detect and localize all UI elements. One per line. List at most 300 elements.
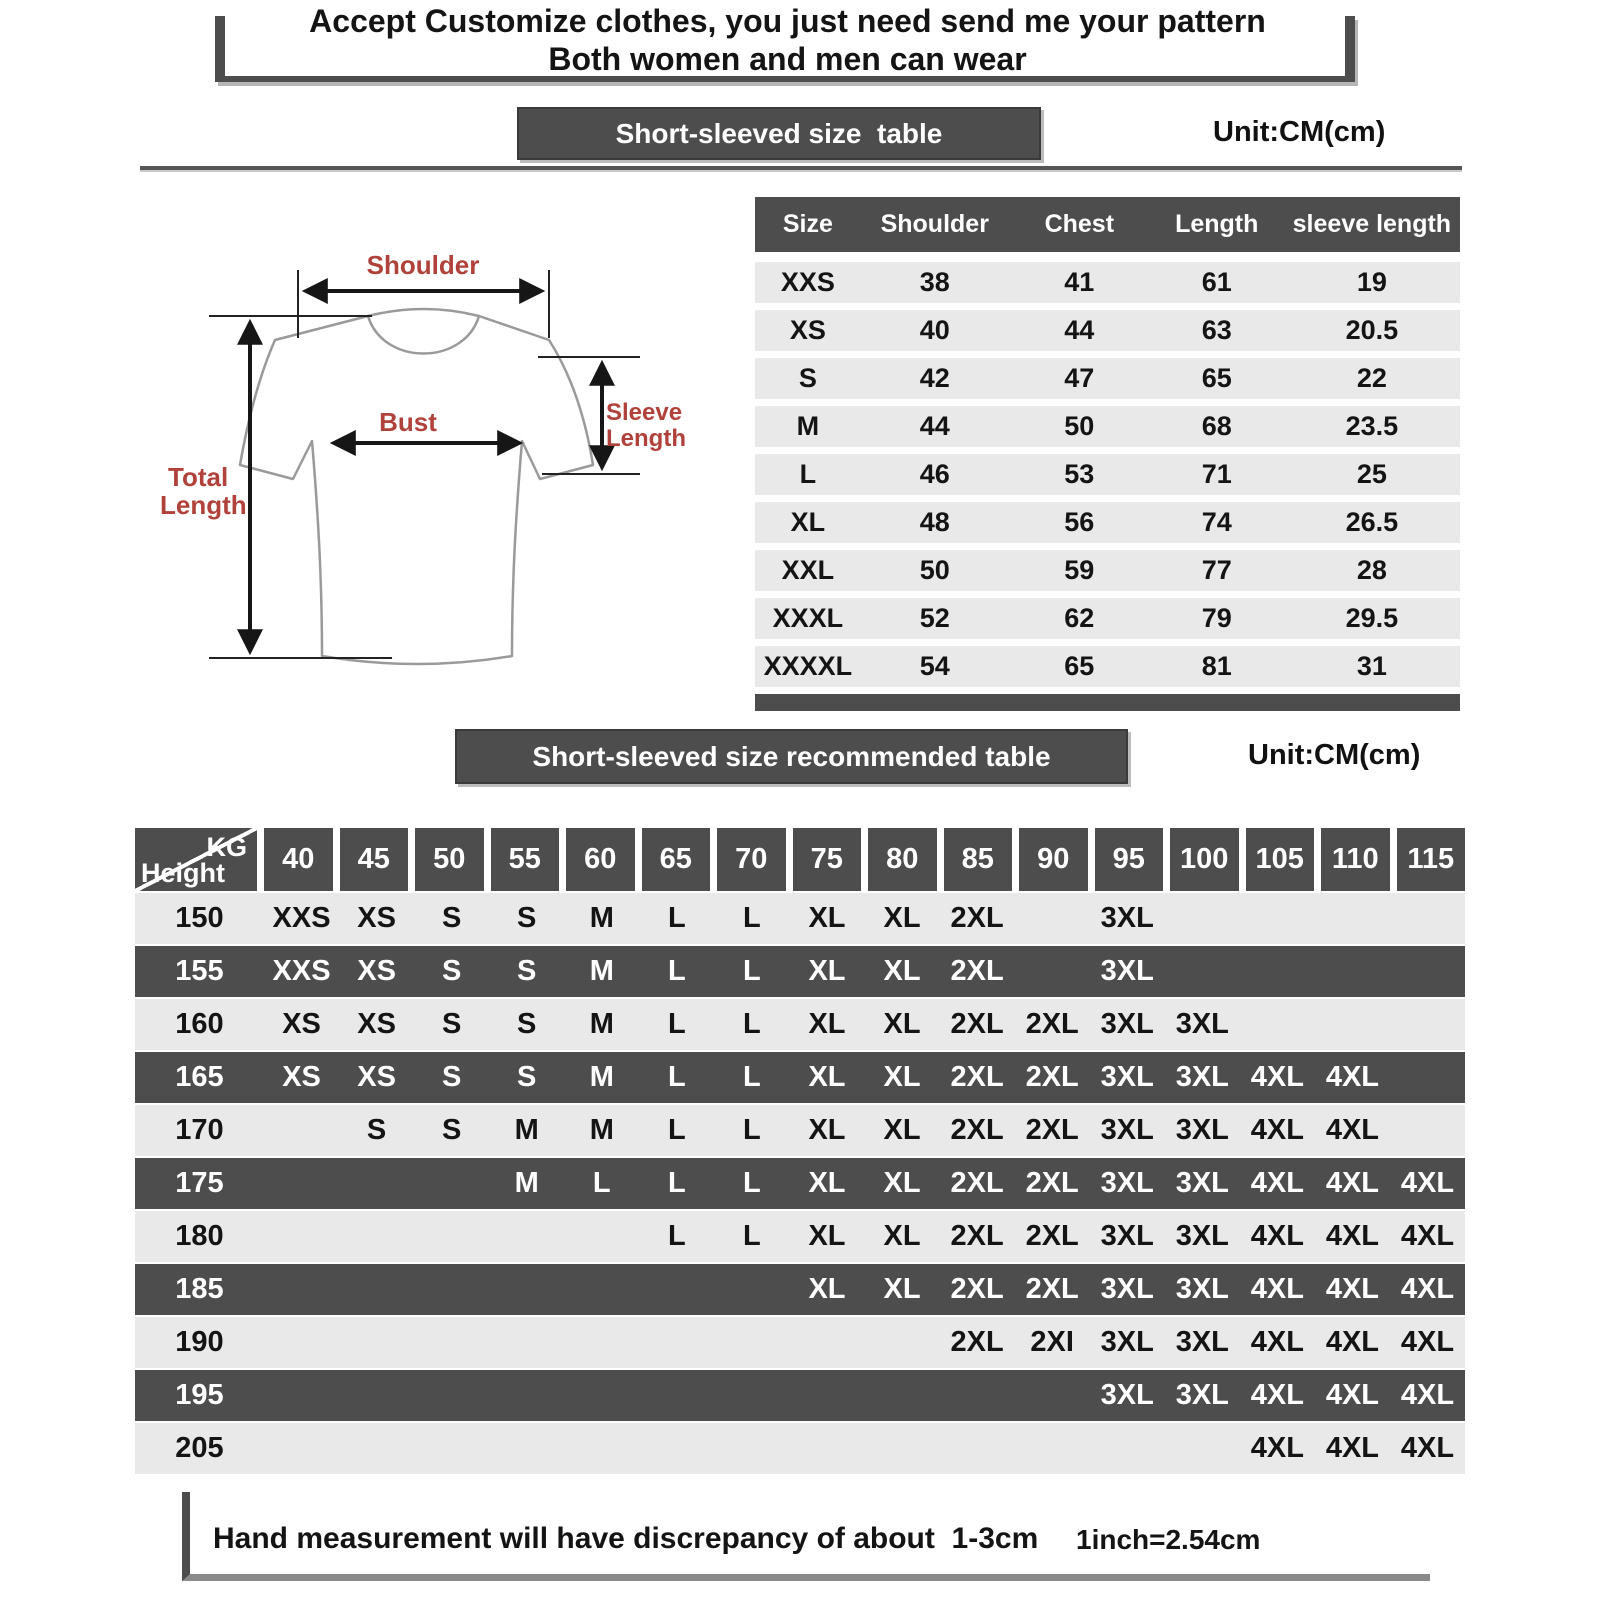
- size-recommend-cell: [1240, 999, 1315, 1050]
- size-recommend-cell: XXS: [272, 902, 331, 934]
- size-recommend-cell: [489, 1211, 564, 1262]
- measurement-cell: 79: [1201, 603, 1232, 633]
- measurement-cell: 47: [1064, 363, 1095, 393]
- size-recommend-cell: L: [667, 902, 686, 934]
- measurement-cell: 40: [919, 315, 950, 345]
- measurement-cell: 46: [919, 459, 950, 489]
- size-recommend-cell: [1165, 1423, 1240, 1474]
- size-recommend-cell: S: [517, 902, 537, 934]
- size-recommend-cell: 3XL: [1175, 1273, 1229, 1305]
- size-recommend-cell: [789, 1370, 864, 1421]
- size-recommend-cell: 2XL: [1025, 1167, 1079, 1199]
- size-label-cell: XL: [790, 507, 826, 537]
- height-cell: 205: [175, 1432, 224, 1464]
- size-recommend-cell: 3XL: [1175, 1114, 1229, 1146]
- size-recommend-cell: L: [743, 1167, 761, 1199]
- size-recommend-cell: [489, 1264, 564, 1315]
- size-recommend-cell: [1240, 893, 1315, 944]
- size-recommend-cell: 2XL: [1025, 1061, 1079, 1093]
- size-recommend-cell: [414, 1317, 489, 1368]
- size-recommend-cell: 4XL: [1400, 1220, 1455, 1252]
- size-recommend-cell: 3XL: [1175, 1061, 1229, 1093]
- weight-header-cell: 40: [264, 828, 333, 891]
- size-recommend-cell: 4XL: [1250, 1167, 1304, 1199]
- size-recommend-cell: 4XL: [1250, 1220, 1304, 1252]
- size-recommend-cell: [1390, 999, 1465, 1050]
- weight-header-cell: 115: [1397, 828, 1466, 891]
- size-table-title: Short-sleeved size table: [517, 107, 1041, 160]
- size-label-cell: M: [796, 411, 820, 441]
- corner-cell: [135, 828, 257, 891]
- size-table-row: [755, 454, 1460, 495]
- measurement-cell: 19: [1356, 267, 1387, 297]
- height-cell: 165: [175, 1061, 224, 1093]
- size-recommend-cell: 2XL: [950, 1061, 1004, 1093]
- column-header-sleeve-length: sleeve length: [1292, 210, 1452, 238]
- size-recommend-cell: 4XL: [1250, 1114, 1304, 1146]
- size-table-header: [755, 197, 1460, 252]
- size-recommend-cell: S: [441, 1008, 462, 1040]
- recommend-table-header: [135, 828, 1465, 891]
- size-recommend-cell: [639, 1317, 714, 1368]
- size-recommend-cell: 2XL: [1025, 1273, 1079, 1305]
- size-recommend-cell: 3XL: [1100, 1061, 1154, 1093]
- size-recommend-cell: XS: [357, 902, 396, 934]
- size-recommend-cell: 4XL: [1325, 1432, 1379, 1464]
- size-table-row: [755, 550, 1460, 591]
- size-recommend-cell: [714, 1370, 789, 1421]
- size-recommend-cell: [1315, 893, 1390, 944]
- size-recommend-cell: 4XL: [1325, 1220, 1379, 1252]
- size-recommend-cell: L: [743, 1061, 761, 1093]
- size-recommend-cell: 3XL: [1175, 1326, 1229, 1358]
- measurement-cell: 54: [919, 651, 950, 681]
- size-recommend-cell: 2XL: [950, 1273, 1004, 1305]
- recommend-table: [135, 828, 1465, 1474]
- total-length-label-line1: Total: [168, 462, 229, 492]
- size-recommend-cell: 2XL: [950, 1114, 1004, 1146]
- column-header-size: Size: [782, 210, 833, 238]
- size-recommend-cell: 2XL: [1025, 1220, 1079, 1252]
- size-recommend-cell: L: [667, 1114, 686, 1146]
- size-recommend-cell: XL: [883, 1167, 921, 1199]
- size-recommend-cell: 3XL: [1175, 1220, 1229, 1252]
- size-recommend-cell: 4XL: [1400, 1273, 1455, 1305]
- bust-label: Bust: [379, 407, 437, 437]
- size-recommend-cell: XL: [808, 1008, 846, 1040]
- size-recommend-cell: 3XL: [1100, 902, 1154, 934]
- size-recommend-cell: [714, 1423, 789, 1474]
- size-recommend-cell: [564, 1423, 639, 1474]
- size-recommend-cell: [339, 1158, 414, 1209]
- size-recommend-cell: [1390, 1105, 1465, 1156]
- size-recommend-cell: 4XL: [1250, 1273, 1304, 1305]
- size-recommend-cell: [940, 1370, 1015, 1421]
- size-recommend-cell: XL: [808, 1114, 846, 1146]
- size-label-cell: L: [799, 459, 817, 489]
- recommend-table-row: [135, 893, 1465, 944]
- size-recommend-cell: [639, 1370, 714, 1421]
- measurement-cell: 59: [1064, 555, 1095, 585]
- size-recommend-cell: M: [514, 1167, 539, 1199]
- measurement-cell: 25: [1356, 459, 1387, 489]
- size-recommend-cell: XL: [883, 1061, 921, 1093]
- size-table-row: [755, 310, 1460, 351]
- size-recommend-cell: L: [667, 955, 686, 987]
- size-recommend-cell: [489, 1423, 564, 1474]
- recommend-table-row: [135, 1211, 1465, 1262]
- size-recommend-cell: [414, 1264, 489, 1315]
- size-recommend-cell: [414, 1370, 489, 1421]
- recommend-table-row: [135, 1264, 1465, 1315]
- height-cell: 190: [175, 1326, 224, 1358]
- measurement-cell: 31: [1356, 651, 1387, 681]
- size-recommend-cell: XL: [883, 1273, 921, 1305]
- size-recommend-cell: XS: [357, 1008, 396, 1040]
- size-recommend-cell: [1390, 893, 1465, 944]
- size-recommend-cell: 3XL: [1175, 1167, 1229, 1199]
- size-recommend-cell: [489, 1317, 564, 1368]
- recommend-table-row: [135, 946, 1465, 997]
- weight-header-cell: 85: [944, 828, 1013, 891]
- height-cell: 150: [175, 902, 224, 934]
- size-recommend-cell: [264, 1158, 339, 1209]
- weight-header-cell: 90: [1019, 828, 1088, 891]
- size-recommend-cell: [414, 1158, 489, 1209]
- measurement-cell: 38: [919, 267, 950, 297]
- size-recommend-cell: [264, 1211, 339, 1262]
- size-recommend-cell: [714, 1317, 789, 1368]
- corner-kg-label: KG: [206, 832, 247, 862]
- size-recommend-cell: S: [517, 1061, 537, 1093]
- size-recommend-cell: XL: [808, 902, 846, 934]
- size-recommend-cell: [1165, 946, 1240, 997]
- size-recommend-cell: 4XL: [1325, 1114, 1379, 1146]
- weight-header-cell: 75: [793, 828, 862, 891]
- height-cell: 180: [175, 1220, 224, 1252]
- measurement-cell: 20.5: [1345, 315, 1399, 345]
- size-recommend-cell: 3XL: [1100, 1326, 1154, 1358]
- banner-line-1: Accept Customize clothes, you just need send me your pattern: [309, 3, 1266, 39]
- height-cell: 185: [175, 1273, 224, 1305]
- size-table-row: [755, 358, 1460, 399]
- recommend-table-row: [135, 1052, 1465, 1103]
- size-recommend-cell: XL: [808, 1273, 846, 1305]
- weight-header-cell: 70: [717, 828, 786, 891]
- size-recommend-cell: S: [441, 1061, 462, 1093]
- collar-back-line: [368, 309, 479, 316]
- size-recommend-cell: L: [667, 1220, 686, 1252]
- size-recommend-cell: [264, 1264, 339, 1315]
- size-recommend-cell: XS: [282, 1061, 321, 1093]
- size-recommend-cell: [564, 1370, 639, 1421]
- size-recommend-cell: M: [589, 1114, 614, 1146]
- column-header-shoulder: Shoulder: [880, 210, 989, 238]
- size-recommend-cell: 3XL: [1100, 1273, 1154, 1305]
- size-recommend-cell: [1015, 946, 1090, 997]
- recommend-table-unit: Unit:CM(cm): [1248, 739, 1421, 771]
- size-recommend-cell: 3XL: [1100, 1220, 1154, 1252]
- size-recommend-cell: [1315, 999, 1390, 1050]
- measurement-cell: 42: [919, 363, 950, 393]
- height-cell: 170: [175, 1114, 224, 1146]
- footer-conversion: 1inch=2.54cm: [1076, 1524, 1261, 1555]
- column-header-length: Length: [1175, 210, 1259, 238]
- size-recommend-cell: XL: [883, 1114, 921, 1146]
- weight-header-cell: 110: [1321, 828, 1390, 891]
- size-recommend-cell: [789, 1423, 864, 1474]
- measurement-cell: 71: [1201, 459, 1232, 489]
- size-recommend-cell: 2XL: [1025, 1114, 1079, 1146]
- size-recommend-cell: [564, 1211, 639, 1262]
- size-recommend-cell: [264, 1105, 339, 1156]
- size-recommend-cell: XL: [808, 955, 846, 987]
- size-recommend-cell: [414, 1423, 489, 1474]
- size-label-cell: XXL: [781, 555, 835, 585]
- weight-header-cell: 80: [868, 828, 937, 891]
- measurement-cell: 63: [1201, 315, 1232, 345]
- size-recommend-cell: L: [743, 955, 761, 987]
- size-recommend-cell: 4XL: [1400, 1326, 1455, 1358]
- size-recommend-cell: 4XL: [1325, 1379, 1379, 1411]
- tshirt-measurement-diagram: [140, 228, 700, 690]
- measurement-cell: 81: [1201, 651, 1232, 681]
- size-recommend-cell: L: [743, 1008, 761, 1040]
- size-recommend-cell: 3XL: [1175, 1008, 1229, 1040]
- size-label-cell: XS: [789, 315, 826, 345]
- weight-header-cell: 60: [566, 828, 635, 891]
- weight-header-cell: 50: [415, 828, 484, 891]
- size-recommend-cell: [1090, 1423, 1165, 1474]
- size-recommend-cell: 3XL: [1100, 1114, 1154, 1146]
- measurement-cell: 29.5: [1345, 603, 1399, 633]
- size-recommend-cell: [1165, 893, 1240, 944]
- weight-header-cell: 55: [491, 828, 560, 891]
- size-recommend-cell: 3XL: [1100, 1379, 1154, 1411]
- column-header-chest: Chest: [1044, 210, 1115, 238]
- size-recommend-cell: M: [589, 955, 614, 987]
- size-recommend-cell: S: [517, 955, 537, 987]
- size-recommend-cell: XL: [808, 1167, 846, 1199]
- size-recommend-cell: [1015, 893, 1090, 944]
- recommend-table-row: [135, 1158, 1465, 1209]
- size-recommend-cell: [264, 1317, 339, 1368]
- size-recommend-cell: [865, 1370, 940, 1421]
- size-recommend-cell: XS: [357, 955, 396, 987]
- measurement-cell: 52: [919, 603, 950, 633]
- measurement-cell: 56: [1064, 507, 1095, 537]
- recommend-table-row: [135, 999, 1465, 1050]
- recommend-table-row: [135, 1370, 1465, 1421]
- size-recommend-cell: XXS: [272, 955, 331, 987]
- size-recommend-cell: [1015, 1423, 1090, 1474]
- measurement-cell: 65: [1064, 651, 1095, 681]
- size-recommend-cell: [564, 1317, 639, 1368]
- tshirt-outline: [240, 316, 593, 664]
- weight-header-cell: 105: [1246, 828, 1315, 891]
- size-recommend-cell: 4XL: [1325, 1167, 1379, 1199]
- size-recommend-cell: [789, 1317, 864, 1368]
- height-cell: 160: [175, 1008, 224, 1040]
- recommend-table-row: [135, 1105, 1465, 1156]
- measurement-cell: 41: [1064, 267, 1095, 297]
- size-recommend-cell: S: [517, 1008, 537, 1040]
- size-recommend-cell: 2XL: [950, 1220, 1004, 1252]
- weight-header-cell: 65: [642, 828, 711, 891]
- size-recommend-cell: S: [441, 902, 462, 934]
- size-recommend-cell: [489, 1370, 564, 1421]
- footer-note: Hand measurement will have discrepancy of about 1-3cm: [213, 1522, 1039, 1555]
- size-recommend-cell: [339, 1423, 414, 1474]
- size-recommend-cell: L: [667, 1008, 686, 1040]
- measurement-cell: 68: [1201, 411, 1232, 441]
- size-label-cell: XXS: [780, 267, 835, 297]
- size-recommend-cell: L: [667, 1167, 686, 1199]
- size-recommend-cell: M: [589, 902, 614, 934]
- size-recommend-cell: [564, 1264, 639, 1315]
- size-recommend-cell: XL: [883, 955, 921, 987]
- measurement-cell: 44: [919, 411, 950, 441]
- size-recommend-cell: [639, 1423, 714, 1474]
- size-recommend-cell: M: [514, 1114, 539, 1146]
- size-recommend-cell: 4XL: [1325, 1326, 1379, 1358]
- size-recommend-cell: [339, 1370, 414, 1421]
- size-table-row: [755, 502, 1460, 543]
- weight-header-cell: 45: [340, 828, 409, 891]
- measurement-cell: 44: [1064, 315, 1095, 345]
- measurement-cell: 50: [1064, 411, 1095, 441]
- size-recommend-cell: L: [743, 1114, 761, 1146]
- height-cell: 195: [175, 1379, 224, 1411]
- size-recommend-cell: L: [667, 1061, 686, 1093]
- size-recommend-cell: [339, 1317, 414, 1368]
- size-recommend-cell: [1240, 946, 1315, 997]
- size-recommend-cell: 4XL: [1400, 1167, 1455, 1199]
- size-recommend-cell: [714, 1264, 789, 1315]
- height-cell: 175: [175, 1167, 224, 1199]
- weight-header-cell: 95: [1095, 828, 1164, 891]
- size-recommend-cell: XS: [357, 1061, 396, 1093]
- measurement-cell: 22: [1356, 363, 1387, 393]
- size-recommend-cell: [1015, 1370, 1090, 1421]
- size-recommend-cell: XL: [883, 1220, 921, 1252]
- size-recommend-cell: 4XL: [1400, 1379, 1455, 1411]
- size-recommend-cell: XS: [282, 1008, 321, 1040]
- size-recommend-cell: 2XL: [950, 1008, 1004, 1040]
- measurement-cell: 23.5: [1345, 411, 1399, 441]
- size-recommend-cell: 2XI: [1030, 1326, 1074, 1358]
- banner-text: [215, 2, 1360, 78]
- size-recommend-cell: M: [589, 1008, 614, 1040]
- size-recommend-cell: XL: [808, 1061, 846, 1093]
- size-table-row: [755, 646, 1460, 687]
- size-recommend-cell: S: [441, 1114, 462, 1146]
- size-recommend-cell: 2XL: [950, 1167, 1004, 1199]
- size-recommend-cell: M: [589, 1061, 614, 1093]
- measurement-cell: 28: [1356, 555, 1387, 585]
- size-recommend-cell: [940, 1423, 1015, 1474]
- measurement-cell: 26.5: [1345, 507, 1399, 537]
- size-recommend-cell: 2XL: [950, 902, 1004, 934]
- size-label-cell: XXXXL: [763, 651, 853, 681]
- size-recommend-cell: [865, 1423, 940, 1474]
- size-table-body: [755, 262, 1460, 687]
- size-recommend-cell: 4XL: [1325, 1061, 1379, 1093]
- size-recommend-cell: L: [743, 902, 761, 934]
- size-recommend-cell: L: [743, 1220, 761, 1252]
- size-table-bottom-bar: [755, 694, 1460, 711]
- size-recommend-cell: [865, 1317, 940, 1368]
- size-table-row: [755, 598, 1460, 639]
- section-divider: [140, 166, 1462, 172]
- size-recommend-cell: 3XL: [1100, 1008, 1154, 1040]
- size-table-row: [755, 406, 1460, 447]
- recommend-table-row: [135, 1423, 1465, 1474]
- size-recommend-cell: 2XL: [1025, 1008, 1079, 1040]
- size-table: [755, 197, 1460, 711]
- size-recommend-cell: [339, 1211, 414, 1262]
- measurement-cell: 61: [1201, 267, 1232, 297]
- size-recommend-cell: 4XL: [1250, 1326, 1304, 1358]
- size-recommend-cell: 4XL: [1250, 1432, 1304, 1464]
- size-recommend-cell: 3XL: [1100, 1167, 1154, 1199]
- measurement-cell: 77: [1201, 555, 1232, 585]
- size-recommend-cell: 3XL: [1100, 955, 1154, 987]
- measurement-cell: 50: [919, 555, 950, 585]
- size-recommend-cell: XL: [883, 902, 921, 934]
- recommend-table-body: [135, 893, 1465, 1474]
- size-recommend-cell: [264, 1370, 339, 1421]
- size-recommend-cell: [1390, 946, 1465, 997]
- size-recommend-cell: 4XL: [1400, 1432, 1455, 1464]
- size-recommend-cell: XL: [883, 1008, 921, 1040]
- recommend-table-row: [135, 1317, 1465, 1368]
- measurement-cell: 48: [919, 507, 950, 537]
- size-recommend-cell: [1390, 1052, 1465, 1103]
- total-length-label-line2: Length: [160, 490, 247, 520]
- size-recommend-cell: [339, 1264, 414, 1315]
- banner-line-2: Both women and men can wear: [548, 41, 1027, 77]
- size-recommend-cell: [264, 1423, 339, 1474]
- recommend-table-title: Short-sleeved size recommended table: [455, 729, 1128, 784]
- size-table-row: [755, 262, 1460, 303]
- height-cell: 155: [175, 955, 224, 987]
- size-recommend-cell: 4XL: [1325, 1273, 1379, 1305]
- shoulder-label: Shoulder: [366, 250, 480, 280]
- size-recommend-cell: S: [441, 955, 462, 987]
- size-recommend-cell: S: [366, 1114, 387, 1146]
- size-recommend-cell: 2XL: [950, 1326, 1004, 1358]
- measurement-cell: 74: [1201, 507, 1232, 537]
- size-recommend-cell: [639, 1264, 714, 1315]
- measurement-cell: 65: [1201, 363, 1232, 393]
- size-recommend-cell: 4XL: [1250, 1061, 1304, 1093]
- size-recommend-cell: [414, 1211, 489, 1262]
- size-label-cell: XXXL: [772, 603, 844, 633]
- measurement-cell: 62: [1064, 603, 1095, 633]
- sleeve-length-label-line2: Length: [606, 425, 686, 452]
- measurement-cell: 53: [1064, 459, 1095, 489]
- size-label-cell: S: [798, 363, 817, 393]
- size-recommend-cell: [1315, 946, 1390, 997]
- size-recommend-cell: 2XL: [950, 955, 1004, 987]
- size-recommend-cell: 4XL: [1250, 1379, 1304, 1411]
- corner-height-label: Height: [141, 858, 225, 888]
- size-recommend-cell: XL: [808, 1220, 846, 1252]
- size-recommend-cell: 3XL: [1175, 1379, 1229, 1411]
- sleeve-length-label-line1: Sleeve: [606, 399, 683, 426]
- size-recommend-cell: L: [592, 1167, 611, 1199]
